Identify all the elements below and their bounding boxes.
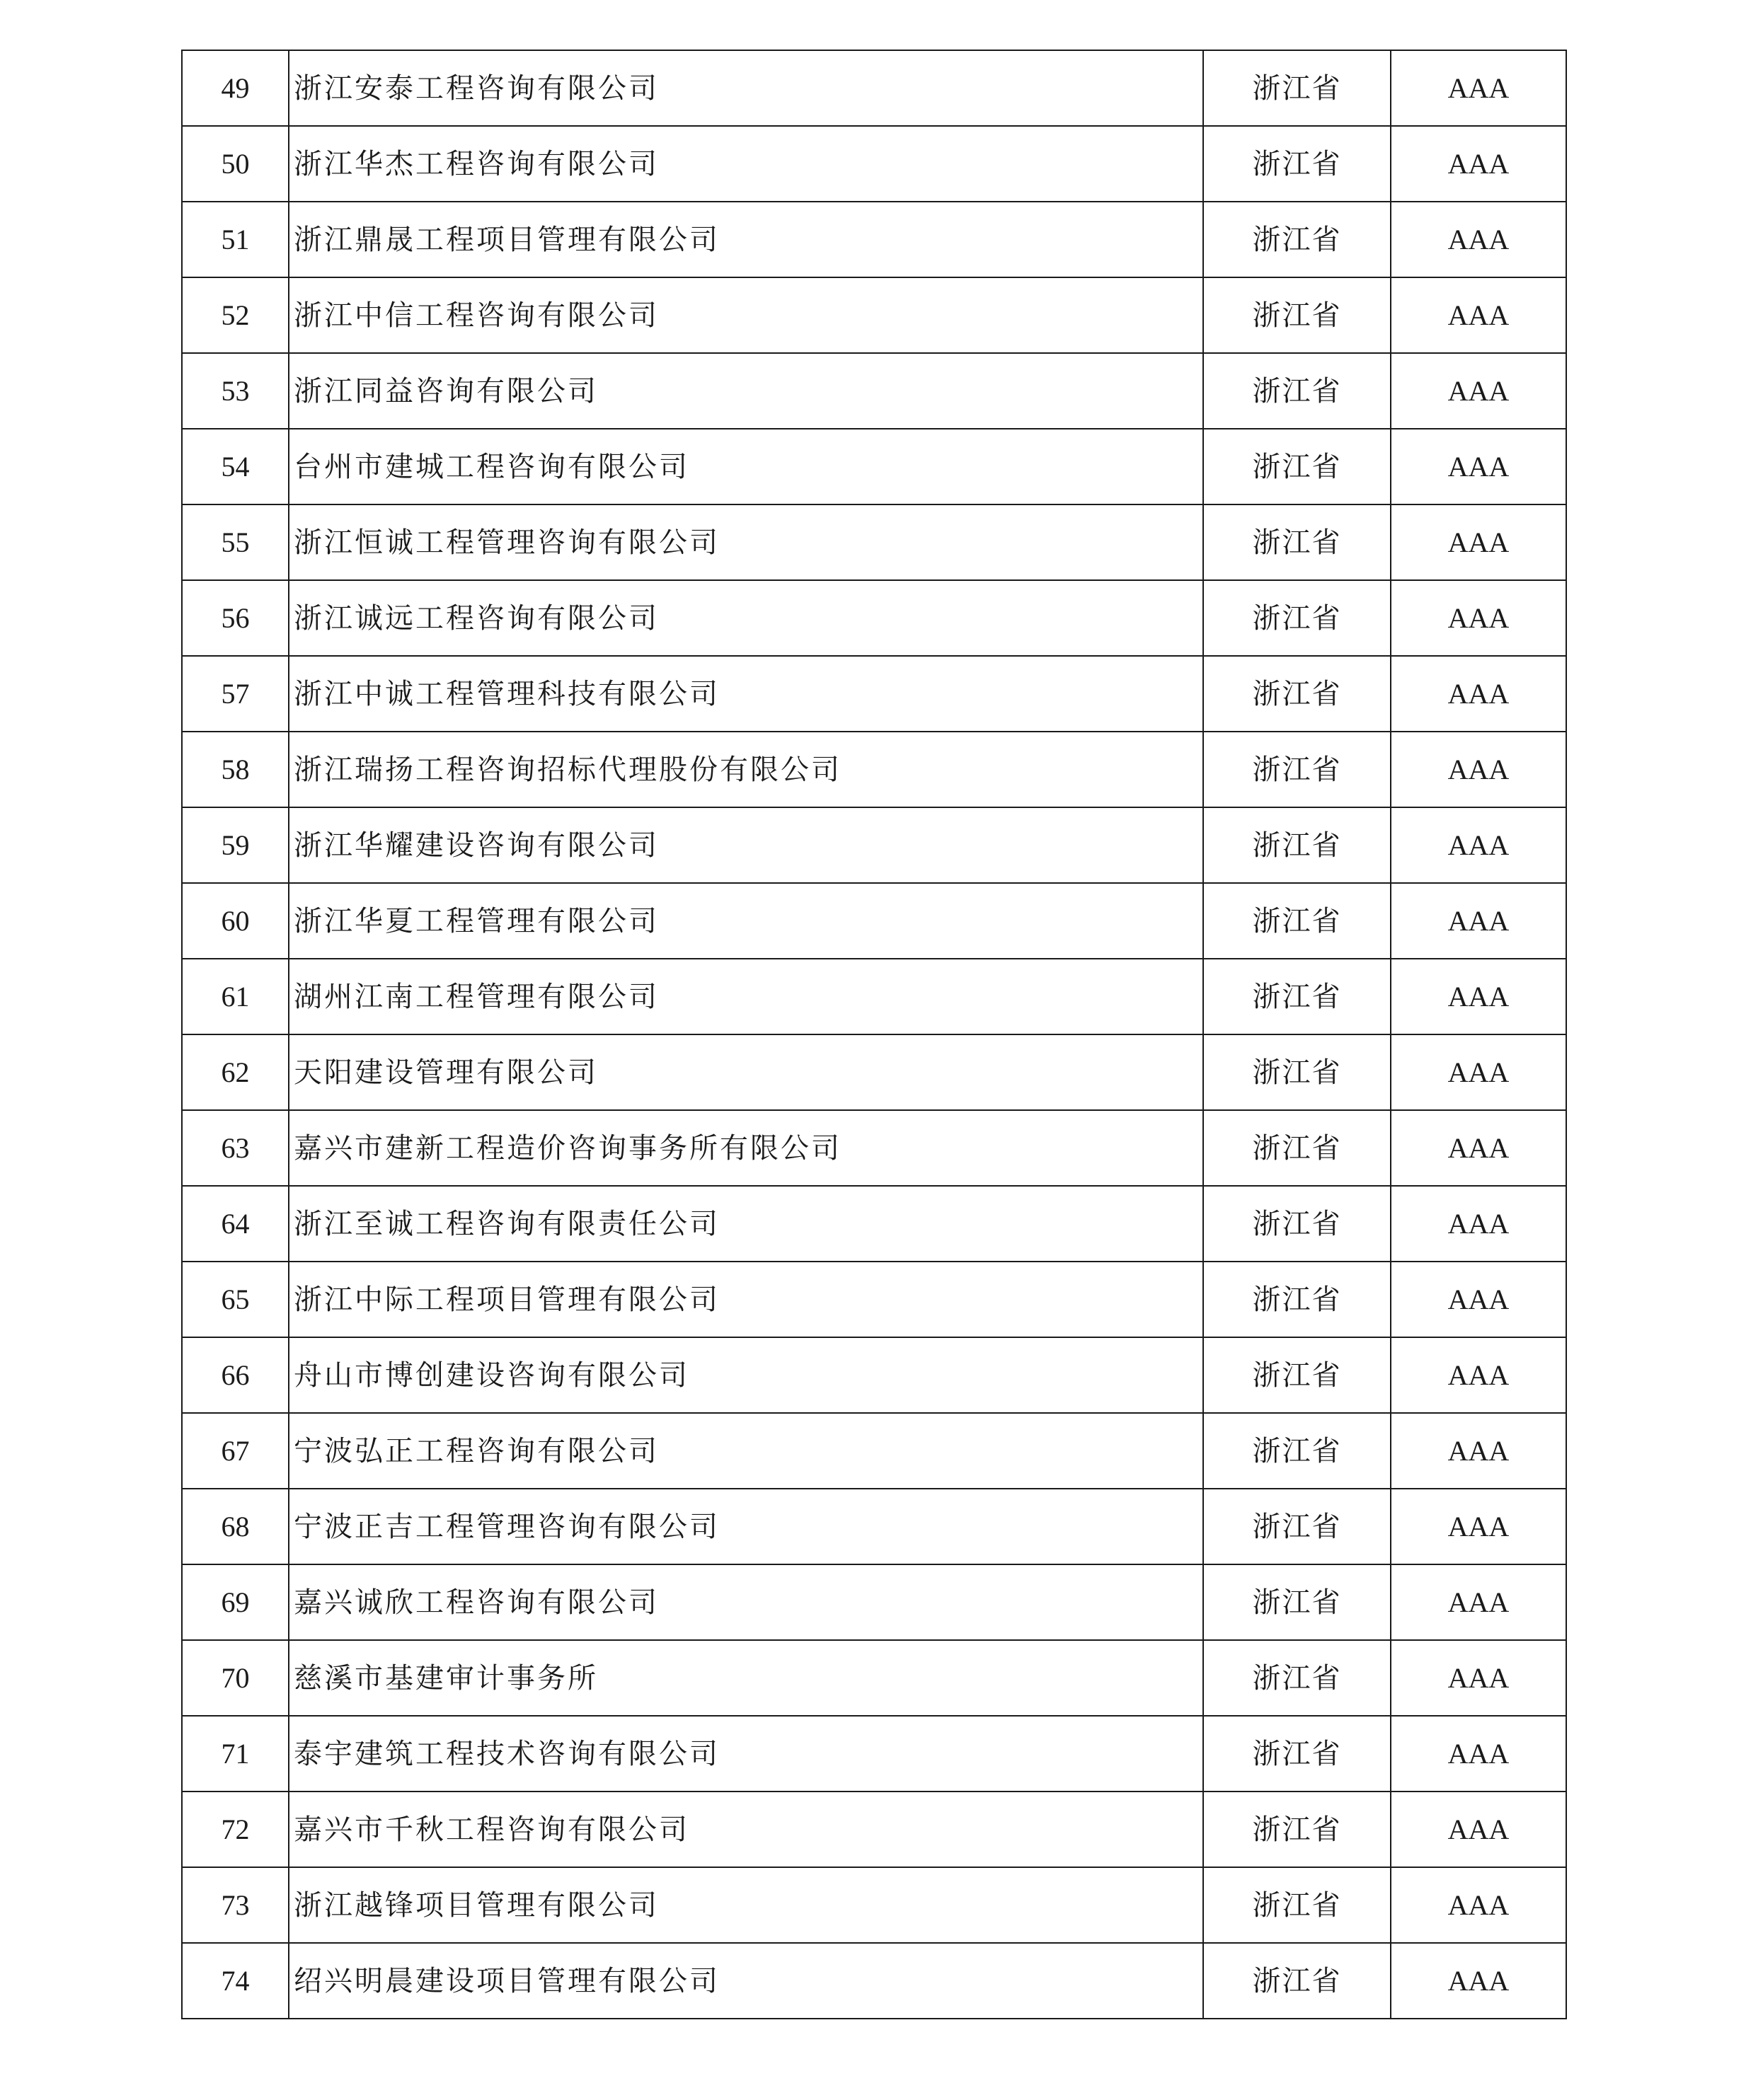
province: 浙江省	[1203, 504, 1391, 580]
row-number: 68	[182, 1489, 289, 1564]
province: 浙江省	[1203, 1716, 1391, 1792]
table-row	[182, 1110, 1566, 1186]
company-name: 宁波弘正工程咨询有限公司	[289, 1413, 1203, 1489]
row-number: 50	[182, 126, 289, 202]
credit-grade: AAA	[1391, 1262, 1566, 1337]
row-number: 61	[182, 959, 289, 1034]
company-name: 湖州江南工程管理有限公司	[289, 959, 1203, 1034]
company-name: 台州市建城工程咨询有限公司	[289, 429, 1203, 504]
province: 浙江省	[1203, 1792, 1391, 1867]
province: 浙江省	[1203, 656, 1391, 732]
table-row	[182, 50, 1566, 126]
table-row	[182, 883, 1566, 959]
company-name: 浙江华杰工程咨询有限公司	[289, 126, 1203, 202]
province: 浙江省	[1203, 883, 1391, 959]
company-name: 浙江中诚工程管理科技有限公司	[289, 656, 1203, 732]
province: 浙江省	[1203, 1186, 1391, 1262]
province: 浙江省	[1203, 1110, 1391, 1186]
credit-grade: AAA	[1391, 504, 1566, 580]
province: 浙江省	[1203, 1640, 1391, 1716]
company-name: 绍兴明晨建设项目管理有限公司	[289, 1943, 1203, 2019]
province: 浙江省	[1203, 1489, 1391, 1564]
credit-grade: AAA	[1391, 807, 1566, 883]
credit-grade: AAA	[1391, 1867, 1566, 1943]
province: 浙江省	[1203, 126, 1391, 202]
row-number: 57	[182, 656, 289, 732]
credit-grade: AAA	[1391, 580, 1566, 656]
row-number: 67	[182, 1413, 289, 1489]
table-row	[182, 1867, 1566, 1943]
credit-grade: AAA	[1391, 277, 1566, 353]
credit-rating-table	[181, 50, 1567, 2019]
credit-grade: AAA	[1391, 883, 1566, 959]
credit-grade: AAA	[1391, 1564, 1566, 1640]
row-number: 65	[182, 1262, 289, 1337]
table-row	[182, 277, 1566, 353]
table-row	[182, 202, 1566, 277]
province: 浙江省	[1203, 50, 1391, 126]
table-row	[182, 1262, 1566, 1337]
company-name: 慈溪市基建审计事务所	[289, 1640, 1203, 1716]
credit-grade: AAA	[1391, 1413, 1566, 1489]
row-number: 58	[182, 732, 289, 807]
company-name: 舟山市博创建设咨询有限公司	[289, 1337, 1203, 1413]
table-row	[182, 126, 1566, 202]
company-name: 浙江华夏工程管理有限公司	[289, 883, 1203, 959]
province: 浙江省	[1203, 1034, 1391, 1110]
company-name: 天阳建设管理有限公司	[289, 1034, 1203, 1110]
row-number: 62	[182, 1034, 289, 1110]
province: 浙江省	[1203, 429, 1391, 504]
province: 浙江省	[1203, 1262, 1391, 1337]
province: 浙江省	[1203, 202, 1391, 277]
row-number: 71	[182, 1716, 289, 1792]
company-name: 浙江中际工程项目管理有限公司	[289, 1262, 1203, 1337]
table-row	[182, 1716, 1566, 1792]
row-number: 72	[182, 1792, 289, 1867]
company-name: 浙江至诚工程咨询有限责任公司	[289, 1186, 1203, 1262]
credit-grade: AAA	[1391, 732, 1566, 807]
table-row	[182, 1034, 1566, 1110]
row-number: 66	[182, 1337, 289, 1413]
table-row	[182, 807, 1566, 883]
credit-grade: AAA	[1391, 50, 1566, 126]
company-name: 浙江安泰工程咨询有限公司	[289, 50, 1203, 126]
credit-grade: AAA	[1391, 126, 1566, 202]
row-number: 51	[182, 202, 289, 277]
company-name: 浙江瑞扬工程咨询招标代理股份有限公司	[289, 732, 1203, 807]
table-body	[182, 50, 1566, 2019]
credit-grade: AAA	[1391, 1640, 1566, 1716]
table-row	[182, 504, 1566, 580]
credit-grade: AAA	[1391, 1716, 1566, 1792]
row-number: 59	[182, 807, 289, 883]
company-name: 宁波正吉工程管理咨询有限公司	[289, 1489, 1203, 1564]
row-number: 49	[182, 50, 289, 126]
company-name: 浙江同益咨询有限公司	[289, 353, 1203, 429]
province: 浙江省	[1203, 959, 1391, 1034]
province: 浙江省	[1203, 1867, 1391, 1943]
company-name: 泰宇建筑工程技术咨询有限公司	[289, 1716, 1203, 1792]
credit-grade: AAA	[1391, 429, 1566, 504]
province: 浙江省	[1203, 807, 1391, 883]
table-row	[182, 1792, 1566, 1867]
row-number: 54	[182, 429, 289, 504]
credit-grade: AAA	[1391, 959, 1566, 1034]
row-number: 73	[182, 1867, 289, 1943]
credit-grade: AAA	[1391, 656, 1566, 732]
table-row	[182, 1337, 1566, 1413]
row-number: 63	[182, 1110, 289, 1186]
row-number: 69	[182, 1564, 289, 1640]
company-name: 浙江中信工程咨询有限公司	[289, 277, 1203, 353]
company-name: 浙江华耀建设咨询有限公司	[289, 807, 1203, 883]
table-row	[182, 1413, 1566, 1489]
province: 浙江省	[1203, 1413, 1391, 1489]
table-row	[182, 1564, 1566, 1640]
row-number: 70	[182, 1640, 289, 1716]
table-row	[182, 580, 1566, 656]
company-name: 浙江恒诚工程管理咨询有限公司	[289, 504, 1203, 580]
credit-grade: AAA	[1391, 1034, 1566, 1110]
company-name: 浙江越锋项目管理有限公司	[289, 1867, 1203, 1943]
table-row	[182, 959, 1566, 1034]
credit-grade: AAA	[1391, 353, 1566, 429]
company-name: 嘉兴诚欣工程咨询有限公司	[289, 1564, 1203, 1640]
credit-grade: AAA	[1391, 1943, 1566, 2019]
credit-grade: AAA	[1391, 1337, 1566, 1413]
table-row	[182, 1640, 1566, 1716]
credit-grade: AAA	[1391, 1792, 1566, 1867]
row-number: 53	[182, 353, 289, 429]
province: 浙江省	[1203, 353, 1391, 429]
company-name: 浙江鼎晟工程项目管理有限公司	[289, 202, 1203, 277]
row-number: 60	[182, 883, 289, 959]
company-name: 嘉兴市千秋工程咨询有限公司	[289, 1792, 1203, 1867]
row-number: 55	[182, 504, 289, 580]
table-row	[182, 1186, 1566, 1262]
province: 浙江省	[1203, 580, 1391, 656]
credit-grade: AAA	[1391, 202, 1566, 277]
table-row	[182, 353, 1566, 429]
table-row	[182, 429, 1566, 504]
credit-grade: AAA	[1391, 1110, 1566, 1186]
table-row	[182, 656, 1566, 732]
row-number: 74	[182, 1943, 289, 2019]
province: 浙江省	[1203, 1943, 1391, 2019]
credit-grade: AAA	[1391, 1186, 1566, 1262]
table-row	[182, 1489, 1566, 1564]
province: 浙江省	[1203, 732, 1391, 807]
table-row	[182, 1943, 1566, 2019]
row-number: 64	[182, 1186, 289, 1262]
province: 浙江省	[1203, 1337, 1391, 1413]
row-number: 56	[182, 580, 289, 656]
row-number: 52	[182, 277, 289, 353]
province: 浙江省	[1203, 1564, 1391, 1640]
credit-grade: AAA	[1391, 1489, 1566, 1564]
table-row	[182, 732, 1566, 807]
company-name: 嘉兴市建新工程造价咨询事务所有限公司	[289, 1110, 1203, 1186]
province: 浙江省	[1203, 277, 1391, 353]
company-name: 浙江诚远工程咨询有限公司	[289, 580, 1203, 656]
